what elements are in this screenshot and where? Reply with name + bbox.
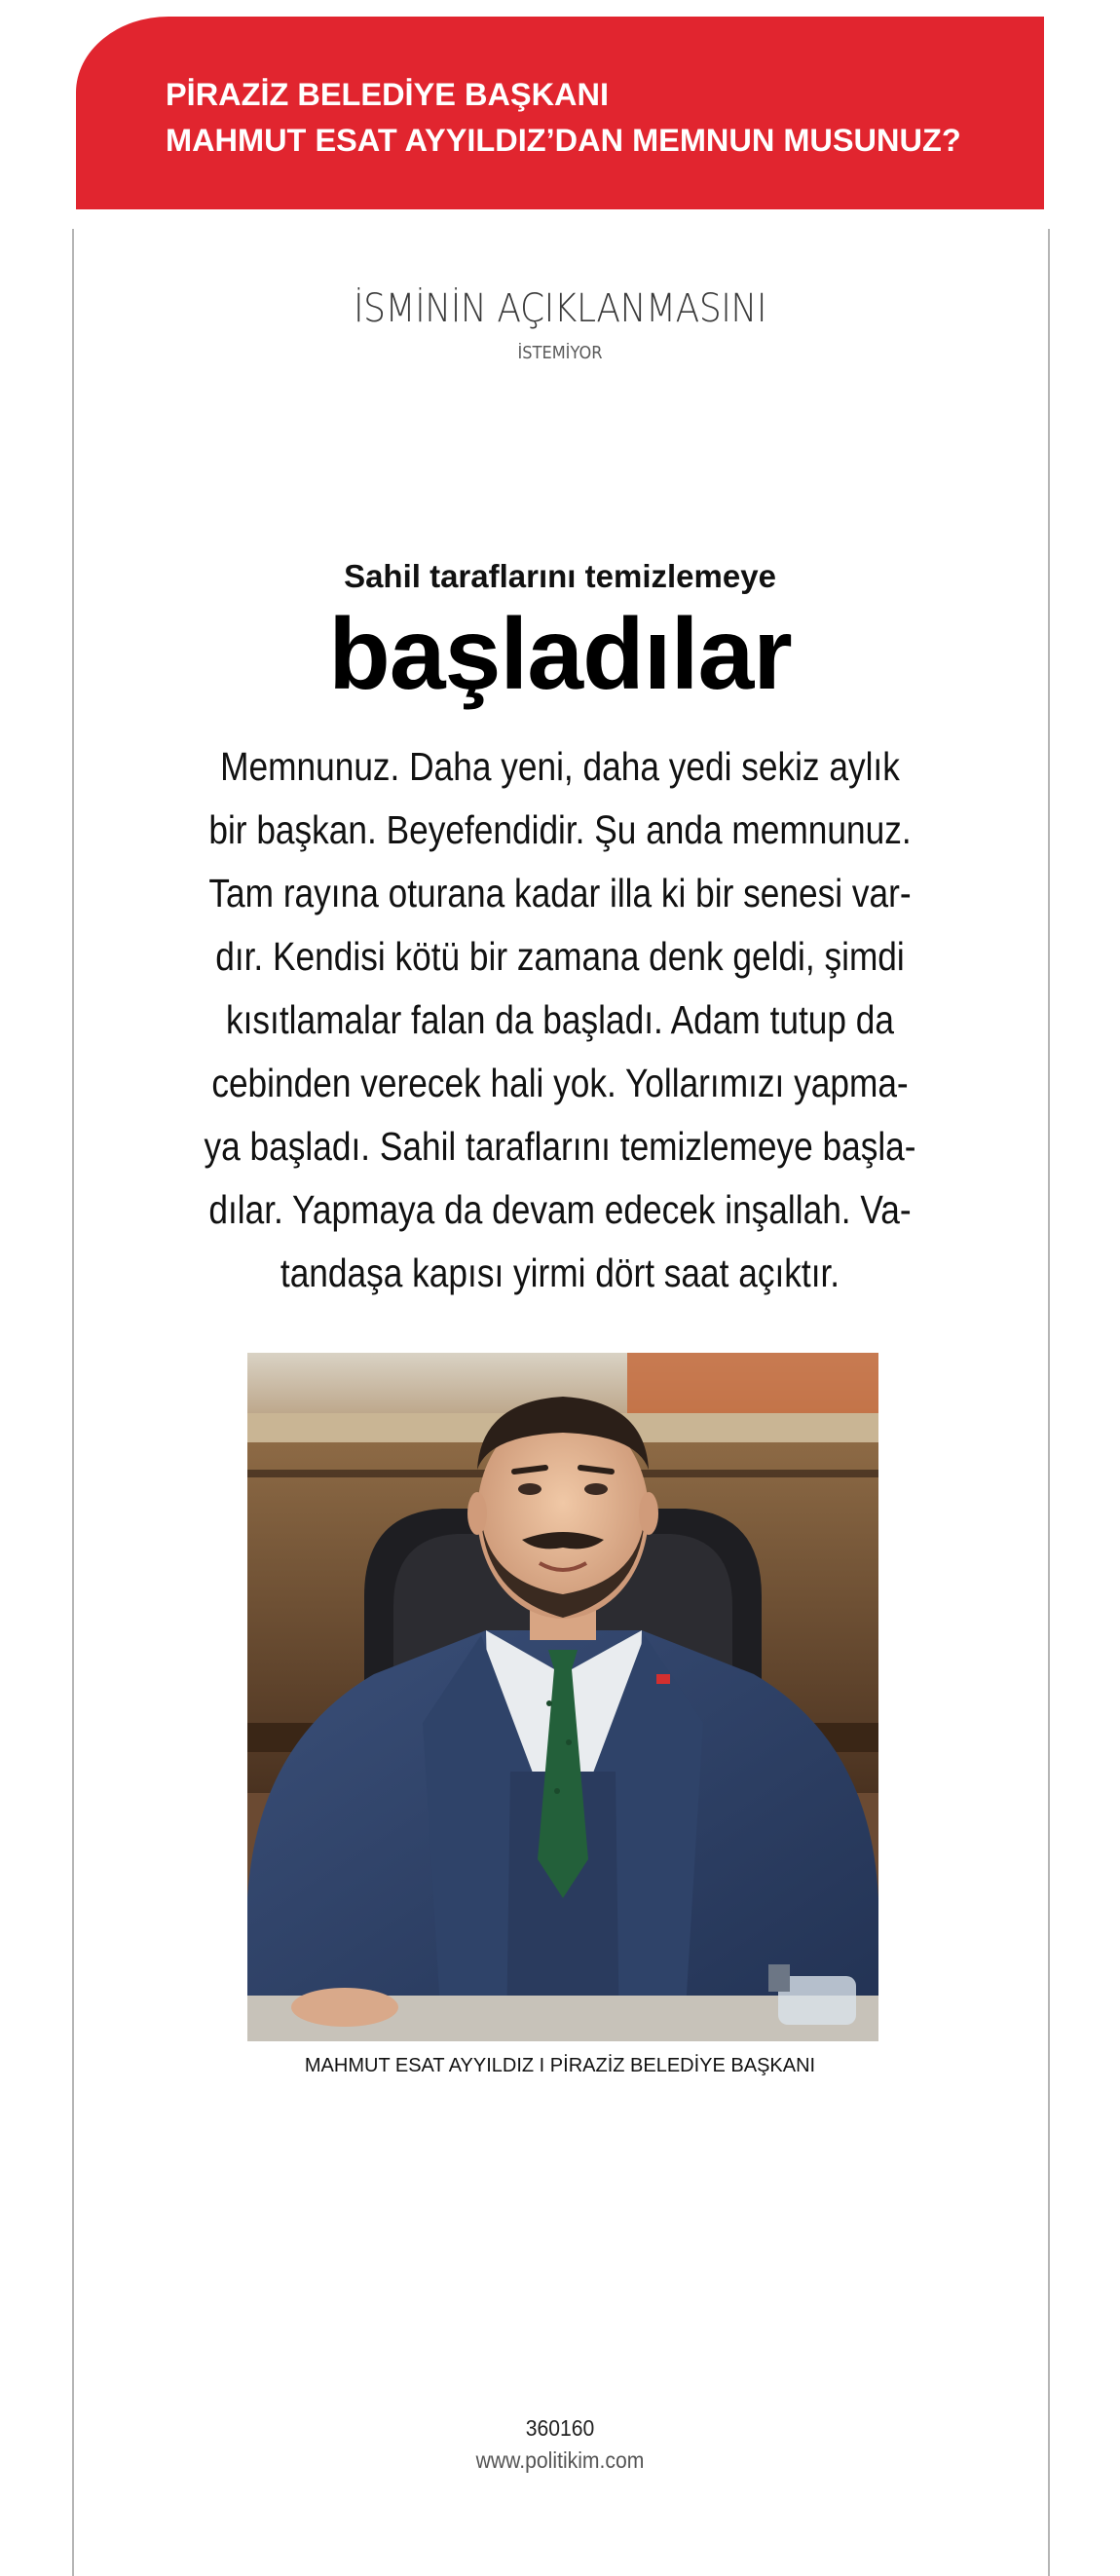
article-headline: başladılar xyxy=(328,598,792,711)
body-line: Memnunuz. Daha yeni, daha yedi sekiz aylık xyxy=(220,744,900,789)
reference-code: 360160 xyxy=(525,2415,595,2441)
photo-caption: MAHMUT ESAT AYYILDIZ I PİRAZİZ BELEDİYE BAŞKANI xyxy=(304,2055,816,2076)
body-line: bir başkan. Beyefendidir. Şu anda memnunuz. xyxy=(208,807,912,852)
mayor-portrait-illustration xyxy=(247,1353,878,2041)
respondent-subtitle: İSTEMİYOR xyxy=(517,343,603,363)
body-line: dır. Kendisi kötü bir zamana denk geldi, şimdi xyxy=(215,934,905,979)
body-line: ya başladı. Sahil taraflarını temizlemeye başla- xyxy=(204,1124,916,1169)
respondent-title: İSMİNİN AÇIKLANMASINI xyxy=(353,286,767,331)
website-link[interactable]: www.politikim.com xyxy=(475,2447,645,2473)
article-body xyxy=(146,735,974,1305)
article-kicker: Sahil taraflarını temizlemeye xyxy=(344,558,776,594)
title-banner xyxy=(76,17,1044,209)
banner-line-1: PİRAZİZ BELEDİYE BAŞKANI xyxy=(166,77,610,112)
body-line: kısıtlamalar falan da başladı. Adam tutup da xyxy=(225,997,895,1042)
body-line: tandaşa kapısı yirmi dört saat açıktır. xyxy=(280,1251,840,1295)
mayor-photo xyxy=(247,1353,878,2041)
body-line: Tam rayına oturana kadar illa ki bir senesi var- xyxy=(208,871,912,915)
body-line: cebinden verecek hali yok. Yollarımızı yapma- xyxy=(211,1061,909,1105)
banner-line-2: MAHMUT ESAT AYYILDIZ’DAN MEMNUN MUSUNUZ? xyxy=(166,123,961,158)
body-line: dılar. Yapmaya da devam edecek inşallah. Va- xyxy=(208,1187,912,1232)
